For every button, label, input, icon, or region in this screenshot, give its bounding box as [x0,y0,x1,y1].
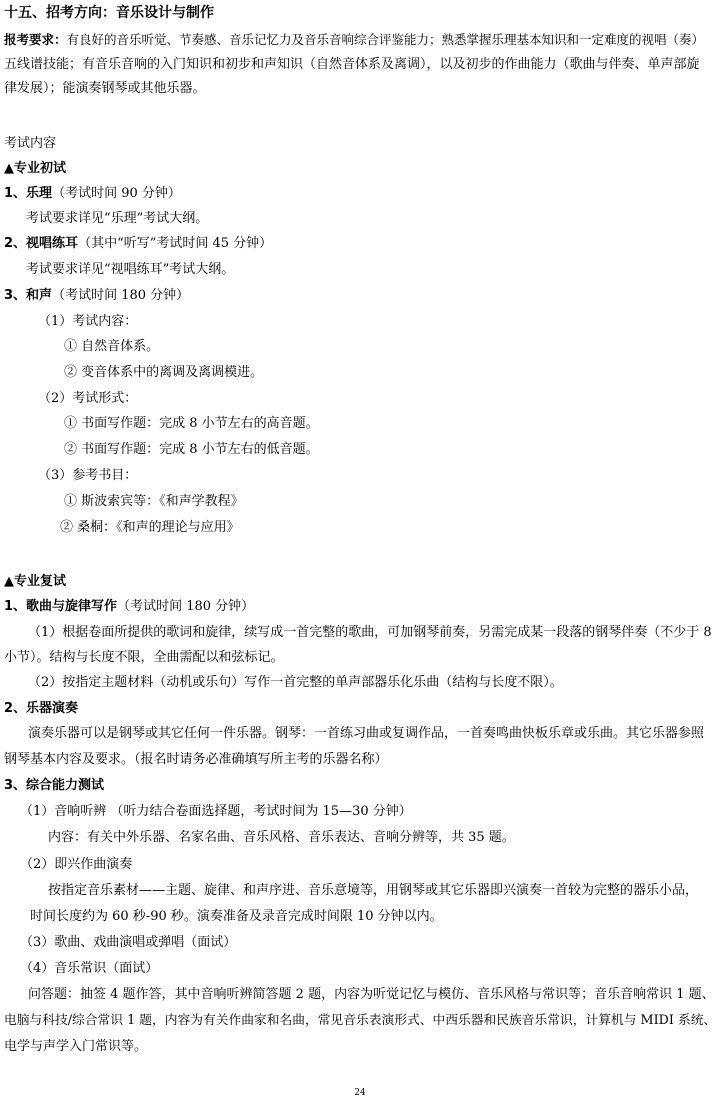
retest-heading: ▲专业复试 [4,574,66,589]
prelim-item-3-sub-1: （1）考试内容： [38,314,138,329]
prelim-item-3-num: 3、 [4,288,27,303]
requirements-label: 报考要求： [4,32,67,47]
retest-item-3-num: 3、 [4,778,27,793]
retest-item-3-s1-content: 内容：有关中外乐器、名家名曲、音乐风格、音乐表达、音响分辨等，共 35 题。 [48,830,515,845]
retest-item-1-p1-line-1: （1）根据卷面所提供的歌词和旋律，续写成一首完整的歌曲，可加钢琴前奏，另需完成某一段落的钢琴伴奏（不少于 8 [28,625,712,640]
retest-item-3-s2: （2）即兴作曲演奏 [20,857,133,872]
retest-item-3-title: 综合能力测试 [26,778,105,793]
prelim-item-3-sub-2-a: ① 书面写作题：完成 8 小节左右的高音题。 [64,416,319,431]
prelim-item-3-note: （考试时间 180 分钟） [52,288,190,303]
retest-item-3-s2-line-2: 时间长度约为 60 秒-90 秒。演奏准备及录音完成时间限 10 分钟以内。 [30,909,443,924]
prelim-item-3 [4,287,189,305]
prelim-item-2-num: 2、 [4,236,27,251]
prelim-item-2 [4,235,272,253]
requirements-line-2: 五线谱技能；有音乐音响的入门知识和初步和声知识（自然音体系及离调），以及初步的作曲能力（歌曲与伴奏、单声部旋 [4,57,700,72]
retest-item-3-s4-line-1: 问答题：抽签 4 题作答，其中音响听辨简答题 2 题，内容为听觉记忆与模仿、音乐风格与常识等；音乐音响常识 1 题、 [28,987,715,1002]
prelim-item-3-sub-3-a: ① 斯波索宾等：《和声学教程》 [64,494,244,509]
prelim-item-1-note: （考试时间 90 分钟） [52,186,181,201]
retest-item-3-s3: （3）歌曲、戏曲演唱或弹唱（面试） [20,935,237,950]
prelim-item-2-desc: 考试要求详见“视唱练耳”考试大纲。 [26,262,235,277]
prelim-item-1 [4,185,181,203]
retest-item-2-num: 2、 [4,701,27,716]
prelim-item-3-sub-2-b: ② 书面写作题：完成 8 小节左右的低音题。 [64,442,319,457]
prelim-item-1-title: 乐理 [26,186,53,201]
requirements-line-3: 律发展）；能演奏钢琴或其他乐器。 [4,81,206,96]
retest-item-3-s4-line-3: 电学与声学入门常识等。 [4,1039,148,1054]
requirements-text-1: 有良好的音乐听觉、节奏感、音乐记忆力及音乐音响综合评鉴能力；熟悉掌握乐理基本知识和一定难度的视唱（奏） [66,32,705,47]
retest-item-3 [4,777,104,795]
retest-item-2-title: 乐器演奏 [26,701,79,716]
prelim-item-3-sub-1-b: ② 变音体系中的离调及离调模进。 [64,365,264,380]
section-title: 十五、招考方向：音乐设计与制作 [4,5,214,21]
prelim-heading: ▲专业初试 [4,161,66,176]
prelim-item-3-title: 和声 [26,288,53,303]
prelim-item-1-desc: 考试要求详见“乐理”考试大纲。 [26,211,209,226]
requirements-line-1 [4,31,704,49]
prelim-item-2-note: （其中“听写”考试时间 45 分钟） [78,236,273,251]
retest-item-1-note: （考试时间 180 分钟） [117,599,255,614]
retest-item-1-p2: （2）按指定主题材料（动机或乐句）写作一首完整的单声部器乐化乐曲（结构与长度不限）。 [28,675,563,690]
prelim-item-3-sub-2: （2）考试形式： [38,391,138,406]
prelim-item-3-sub-3-b: ② 桑桐：《和声的理论与应用》 [60,520,240,535]
retest-item-3-s2-line-1: 按指定音乐素材——主题、旋律、和声序进、音乐意境等，用钢琴或其它乐器即兴演奏一首较为完整的器乐小品， [48,883,699,898]
prelim-item-3-sub-3: （3）参考书目： [38,468,138,483]
exam-content-heading: 考试内容 [4,136,57,151]
prelim-item-1-num: 1、 [4,186,27,201]
retest-item-3-s4-line-2: 电脑与科技/综合常识 1 题，内容为有关作曲家和名曲，常见音乐表演形式、中西乐器和民族音乐常识，计算机与 MIDI 系统、 [4,1013,717,1028]
prelim-item-3-sub-1-a: ① 自然音体系。 [64,339,160,354]
retest-item-1-title: 歌曲与旋律写作 [26,599,118,614]
retest-item-2-line-2: 钢琴基本内容及要求。（报名时请务必准确填写所主考的乐器名称） [4,752,388,767]
page-number: 24 [354,1088,366,1098]
retest-item-1-num: 1、 [4,599,27,614]
prelim-item-2-title: 视唱练耳 [26,236,79,251]
retest-item-3-s4: （4）音乐常识（面试） [20,961,159,976]
retest-item-1-p1-line-2: 小节）。结构与长度不限，全曲需配以和弦标记。 [4,650,284,665]
retest-item-2 [4,700,78,718]
retest-item-1 [4,598,254,616]
retest-item-3-s1: （1）音响听辨 （听力结合卷面选择题，考试时间为 15—30 分钟） [20,804,412,819]
retest-item-2-line-1: 演奏乐器可以是钢琴或其它任何一件乐器。钢琴：一首练习曲或复调作品，一首奏鸣曲快板乐章或乐曲。其它乐器参照 [28,726,705,741]
